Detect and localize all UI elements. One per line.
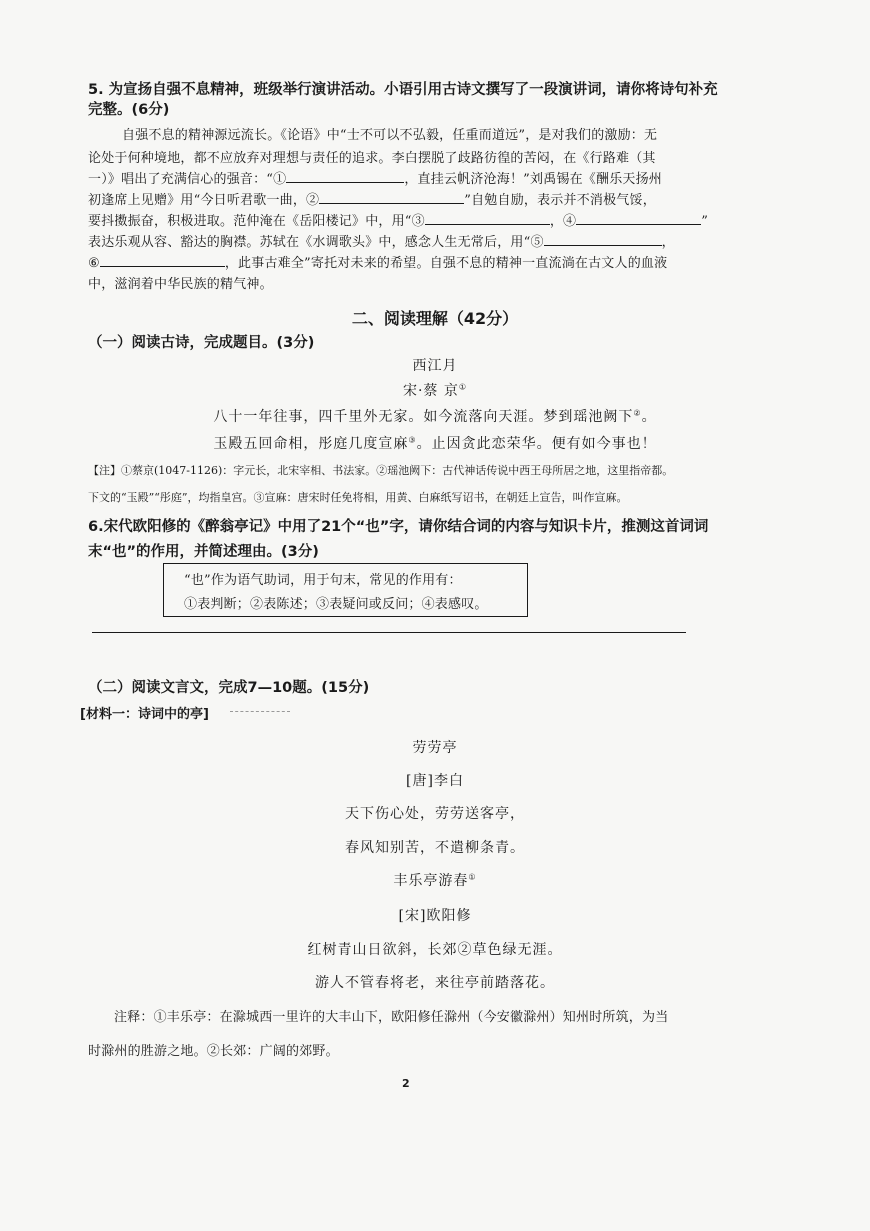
- poem2-title: [0, 870, 870, 890]
- poem-line-2-b: 。止因贪此恋荣华。便有如今事也！: [416, 436, 657, 452]
- poem-line-1: [0, 406, 870, 426]
- answer-blank-2[interactable]: [319, 191, 464, 204]
- poem-line-2: [0, 433, 870, 453]
- poem-line-2-mark: ③: [408, 435, 417, 445]
- part1-heading: （一）阅读古诗，完成题目。(3分): [88, 335, 315, 351]
- poem2-line2: 游人不管春将老，来往亭前踏落花。: [315, 975, 555, 991]
- q5-line7-a: ⑥: [88, 256, 100, 271]
- poem-author-mark: ①: [458, 382, 468, 392]
- q5-line3-b: ，直挂云帆济沧海！”刘禹锡在《酬乐天扬州: [404, 172, 663, 187]
- page-number: 2: [402, 1077, 410, 1090]
- poem1-author: [唐]李白: [406, 773, 464, 789]
- q5-line3-a: 一）》唱出了充满信心的强音：“①: [88, 172, 287, 187]
- q5-line6: [88, 231, 675, 250]
- q5-line5-a: 要抖擞振奋，积极进取。范仲淹在《岳阳楼记》中，用“③: [88, 214, 425, 229]
- q5-line7-b: ，此事古难全”寄托对未来的希望。自强不息的精神一直流淌在古文人的血液: [224, 256, 668, 271]
- poem-line-1-b: 。: [641, 409, 657, 425]
- q6-line1: 6.宋代欧阳修的《醉翁亭记》中用了21个“也”字，请你结合词的内容与知识卡片，推测这首词词: [88, 519, 709, 535]
- answer-blank-5[interactable]: [544, 233, 662, 246]
- answer-blank-1[interactable]: [286, 170, 404, 183]
- q5-line8: 中，滋润着中华民族的精气神。: [88, 277, 273, 292]
- poem2-note-line1: 注释：①丰乐亭：在滁城西一里许的大丰山下，欧阳修任滁州（今安徽滁州）知州时所筑，为当: [114, 1010, 669, 1025]
- q5-line6-a: 表达乐观从容、豁达的胸襟。苏轼在《水调歌头》中，感念人生无常后，用“⑤: [88, 235, 544, 250]
- poem-note-2: 下文的“玉殿”“彤庭”，均指皇宫。③宣麻：唐宋时任免将相，用黄、白麻纸写诏书，在朝廷上宣告，叫作宣麻。: [88, 491, 628, 504]
- poem2-note-line2: 时滁州的胜游之地。②长郊：广阔的郊野。: [88, 1044, 339, 1059]
- q5-line4-b: ”自勉自励，表示并不消极气馁，: [464, 193, 656, 208]
- answer-line[interactable]: [92, 632, 686, 633]
- poem-line-1-a: 八十一年往事，四千里外无家。如今流落向天涯。梦到瑶池阙下: [213, 409, 634, 425]
- material1-label: [材料一：诗词中的亭]: [80, 707, 209, 722]
- poem-line-1-mark: ②: [633, 408, 642, 418]
- q5-title-line1: 5. 为宣扬自强不息精神，班级举行演讲活动。小语引用古诗文撰写了一段演讲词，请你将诗句补充: [88, 82, 718, 98]
- q6-line2: 末“也”的作用，并简述理由。(3分): [88, 544, 319, 560]
- poem2-line1: 红树青山日欲斜，长郊②草色绿无涯。: [307, 942, 563, 958]
- poem-author-text: 宋·蔡 京: [402, 383, 459, 399]
- answer-blank-6[interactable]: [100, 254, 225, 267]
- poem2-title-text: 丰乐亭游春: [393, 873, 469, 889]
- q5-line5-b: ，④: [549, 214, 577, 229]
- q5-title-line2: 完整。(6分): [88, 102, 170, 118]
- poem2-title-mark: ①: [468, 872, 477, 882]
- knowledge-card: [163, 563, 528, 617]
- q5-line4-a: 初逢席上见赠》用“今日听君歌一曲，②: [88, 193, 320, 208]
- poem1-title: 劳劳亭: [412, 740, 458, 756]
- poem1-line1: 天下伤心处，劳劳送客亭，: [345, 806, 525, 822]
- answer-blank-3[interactable]: [425, 212, 550, 225]
- q5-line3: [88, 168, 662, 187]
- q5-line7: [88, 252, 667, 271]
- poem1-line2: 春风知别苦，不遣柳条青。: [345, 840, 525, 856]
- answer-blank-4[interactable]: [576, 212, 701, 225]
- q5-line6-b: ，: [661, 235, 675, 250]
- q5-line1: 自强不息的精神源远流长。《论语》中“士不可以不弘毅，任重而道远”，是对我们的激励：无: [122, 128, 658, 143]
- q5-line5-c: ”: [701, 214, 709, 229]
- knowledge-card-line1: “也”作为语气助词，用于句末，常见的作用有：: [184, 573, 462, 588]
- poem-line-2-a: 玉殿五回命相，彤庭几度宣麻: [213, 436, 409, 452]
- part2-heading: （二）阅读文言文，完成7—10题。(15分): [88, 680, 370, 696]
- q5-line4: [88, 189, 656, 208]
- poem-title: 西江月: [412, 358, 458, 374]
- q5-line2: 论处于何种境地，都不应放弃对理想与责任的追求。李白摆脱了歧路彷徨的苦闷，在《行路难（其: [88, 151, 656, 166]
- divider: [230, 711, 290, 712]
- poem2-author: [宋]欧阳修: [398, 908, 472, 924]
- knowledge-card-line2: ①表判断；②表陈述；③表疑问或反问；④表感叹。: [184, 597, 488, 612]
- q5-line5: [88, 210, 708, 229]
- section-heading: 二、阅读理解（42分）: [351, 309, 519, 328]
- poem-note-1: 【注】①蔡京(1047-1126)：字元长，北宋宰相、书法家。②瑶池阙下：古代神话传说中西王母所居之地，这里指帝都。: [88, 464, 674, 477]
- poem-author: [0, 380, 870, 400]
